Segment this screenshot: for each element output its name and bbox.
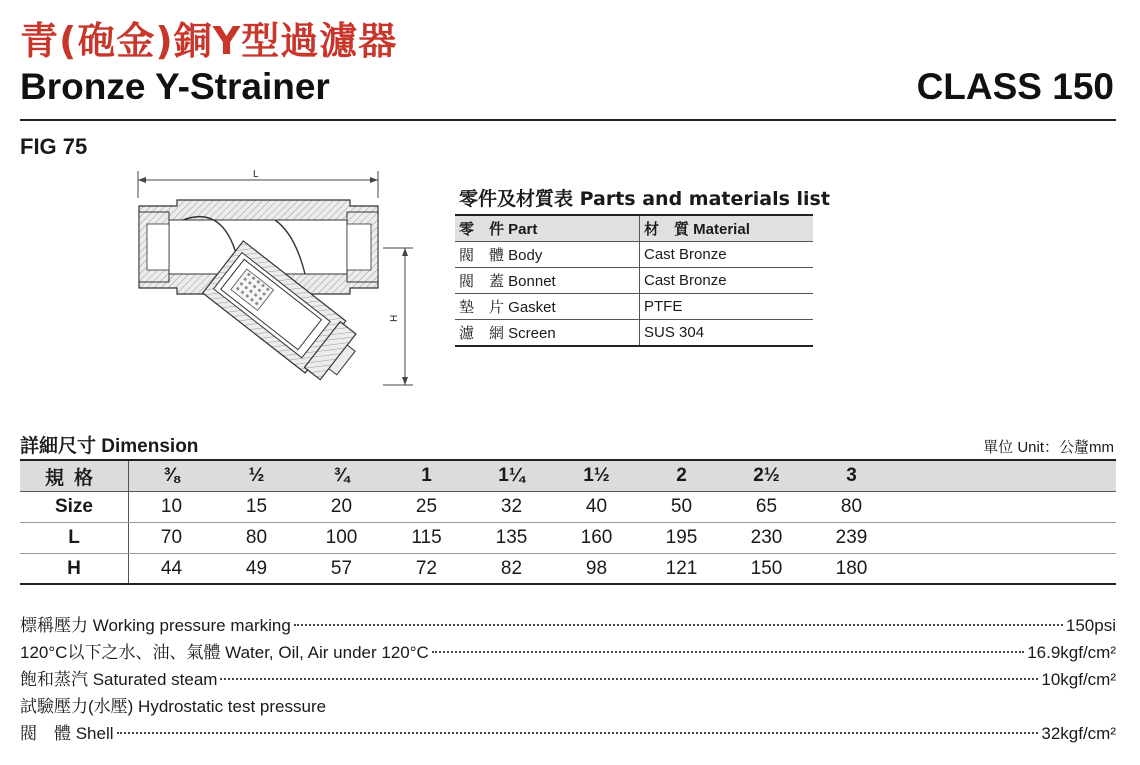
dimension-row-l bbox=[20, 523, 1116, 554]
dimension-header-row bbox=[20, 461, 1116, 492]
leader-dots bbox=[117, 732, 1039, 734]
figure-label: FIG 75 bbox=[20, 134, 88, 159]
part-name: 閥 體 Body bbox=[455, 242, 640, 268]
spec-working-pressure bbox=[20, 611, 1116, 638]
size-inch: 3 bbox=[809, 461, 894, 492]
cell: 10 bbox=[129, 492, 215, 523]
cell: 135 bbox=[469, 523, 554, 554]
spec-saturated-steam bbox=[20, 665, 1116, 692]
size-inch: 1¼ bbox=[469, 461, 554, 492]
parts-table-title: 零件及材質表 Parts and materials list bbox=[455, 184, 813, 216]
cell: 80 bbox=[214, 523, 299, 554]
cell: 121 bbox=[665, 558, 698, 579]
cell: 150 bbox=[750, 558, 783, 579]
leader-dots bbox=[220, 678, 1038, 680]
spec-hydrostatic-test bbox=[20, 692, 1116, 719]
cell: 72 bbox=[415, 558, 438, 579]
spec-value: 32kgf/cm² bbox=[1041, 724, 1116, 743]
cell: 49 bbox=[245, 558, 268, 579]
row-label: H bbox=[20, 554, 129, 585]
cell: 25 bbox=[384, 492, 469, 523]
leader-dots bbox=[294, 624, 1063, 626]
spec-label: 飽和蒸汽 Saturated steam bbox=[20, 670, 218, 689]
cell: 15 bbox=[214, 492, 299, 523]
drawing-label-l: L bbox=[253, 169, 259, 180]
cell: 160 bbox=[554, 523, 639, 554]
spec-label: 試驗壓力(水壓) Hydrostatic test pressure bbox=[20, 697, 327, 716]
pressure-specs bbox=[20, 611, 1116, 746]
part-name: 濾 網 Screen bbox=[455, 320, 640, 347]
part-material: Cast Bronze bbox=[640, 268, 814, 294]
part-name: 閥 蓋 Bonnet bbox=[455, 268, 640, 294]
spec-label: 標稱壓力 Working pressure marking bbox=[20, 616, 291, 635]
cell: 82 bbox=[500, 558, 523, 579]
class-label: CLASS 150 bbox=[916, 66, 1114, 107]
cell: 32 bbox=[469, 492, 554, 523]
dimension-title: 詳細尺寸 Dimension bbox=[20, 436, 199, 457]
cell: 20 bbox=[299, 492, 384, 523]
size-inch: ¾ bbox=[299, 461, 384, 492]
size-inch: 1½ bbox=[554, 461, 639, 492]
header-rule bbox=[20, 119, 1116, 121]
cell: 50 bbox=[639, 492, 724, 523]
cell: 44 bbox=[160, 558, 183, 579]
spec-label: 120°C以下之水、油、氣體 Water, Oil, Air under 120°C bbox=[20, 643, 429, 662]
title-chinese: 青(砲金)銅Y型過濾器 bbox=[20, 19, 398, 63]
drawing-label-h: H bbox=[389, 314, 400, 322]
dimension-table bbox=[20, 461, 1116, 584]
spec-value: 150psi bbox=[1065, 616, 1116, 635]
row-label: L bbox=[20, 523, 129, 554]
part-name: 墊 片 Gasket bbox=[455, 294, 640, 320]
spec-value: 16.9kgf/cm² bbox=[1027, 643, 1116, 662]
cell: 80 bbox=[809, 492, 894, 523]
strainer-drawing bbox=[125, 168, 425, 393]
cell: 239 bbox=[809, 523, 894, 554]
cell: 57 bbox=[330, 558, 353, 579]
dimension-row-size bbox=[20, 492, 1116, 523]
dimension-bottom-rule bbox=[20, 583, 1116, 585]
leader-dots bbox=[432, 651, 1024, 653]
spec-label: 閥 體 Shell bbox=[20, 724, 114, 743]
size-inch: 2½ bbox=[724, 461, 809, 492]
parts-row bbox=[455, 320, 813, 347]
cell: 195 bbox=[639, 523, 724, 554]
part-material: PTFE bbox=[640, 294, 814, 320]
spec-water-oil-air bbox=[20, 638, 1116, 665]
dimension-row-h bbox=[20, 554, 1116, 585]
title-english: Bronze Y-Strainer bbox=[20, 66, 330, 107]
cell: 100 bbox=[299, 523, 384, 554]
parts-header-row bbox=[455, 216, 813, 242]
dimension-header-label: 規格 bbox=[20, 461, 129, 492]
cell: 98 bbox=[585, 558, 608, 579]
size-inch: 2 bbox=[639, 461, 724, 492]
parts-row bbox=[455, 294, 813, 320]
cell: 70 bbox=[129, 523, 215, 554]
parts-header-part: 零 件 Part bbox=[455, 216, 640, 242]
size-inch: ⅜ bbox=[129, 461, 215, 492]
cell: 40 bbox=[554, 492, 639, 523]
parts-header-material: 材 質 Material bbox=[640, 216, 814, 242]
parts-table bbox=[455, 184, 830, 347]
spec-shell bbox=[20, 719, 1116, 746]
row-label: Size bbox=[20, 492, 129, 523]
part-material: SUS 304 bbox=[640, 320, 814, 347]
spec-value: 10kgf/cm² bbox=[1041, 670, 1116, 689]
part-material: Cast Bronze bbox=[640, 242, 814, 268]
parts-row bbox=[455, 242, 813, 268]
unit-label: 單位 Unit：公釐mm bbox=[983, 439, 1114, 456]
cell: 230 bbox=[724, 523, 809, 554]
size-inch: ½ bbox=[214, 461, 299, 492]
cell: 65 bbox=[724, 492, 809, 523]
cell: 115 bbox=[384, 523, 469, 554]
size-inch: 1 bbox=[384, 461, 469, 492]
cell: 180 bbox=[835, 558, 868, 579]
parts-row bbox=[455, 268, 813, 294]
